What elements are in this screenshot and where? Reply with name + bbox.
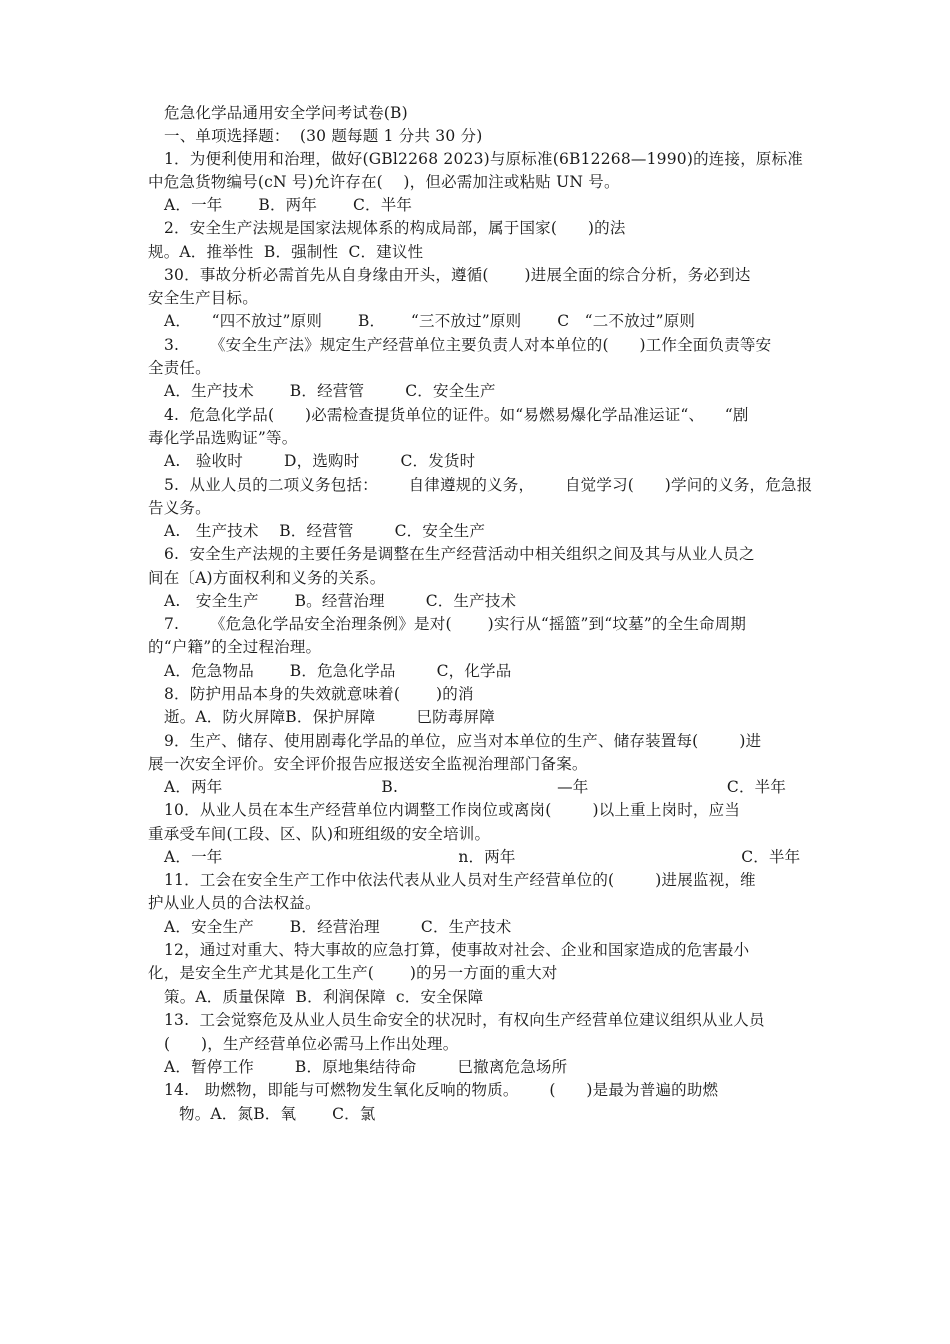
text-line: 中危急货物编号(cN 号)允许存在( )，但必需加注或粘贴 UN 号。 — [148, 173, 620, 191]
text-line: 毒化学品选购证”等。 — [148, 429, 298, 447]
text-line: A. 生产技术 B．经营管 C．安全生产 — [164, 522, 486, 540]
text-line: 物。A．氮B．氧 C．氯 — [179, 1105, 376, 1123]
text-line: 化，是安全生产尤其是化工生产( )的另一方面的重大对 — [148, 964, 558, 982]
text-line: A．一年 n．两年 C．半年 — [164, 848, 801, 866]
text-line: A. 验收时 D，选购时 C．发货时 — [164, 452, 476, 470]
text-line: A．两年 B. —年 C．半年 — [164, 778, 787, 796]
text-line: A．安全生产 B．经营治理 C．生产技术 — [164, 918, 512, 936]
text-line: 安全生产目标。 — [148, 289, 258, 307]
text-line: 2．安全生产法规是国家法规体系的构成局部，属于国家( )的法 — [164, 219, 626, 237]
text-line: 11．工会在安全生产工作中依法代表从业人员对生产经营单位的( )进展监视，维 — [164, 871, 756, 889]
text-line: A．危急物品 B．危急化学品 C，化学品 — [164, 662, 512, 680]
text-line: A．一年 B．两年 C．半年 — [164, 196, 413, 214]
text-line: ( )，生产经营单位必需马上作出处理。 — [164, 1035, 459, 1053]
text-line: 3. 《安全生产法》规定生产经营单位主要负责人对本单位的( )工作全面负责等安 — [164, 336, 772, 354]
text-line: 逝。A．防火屏障B．保护屏障 巳防毒屏障 — [164, 708, 495, 726]
text-line: 4. 危急化学品( )必需检查提货单位的证件。如“易燃易爆化学品准运证“、 “剧 — [164, 406, 749, 424]
text-line: 13. 工会觉察危及从业人员生命安全的状况时，有权向生产经营单位建议组织从业人员 — [164, 1011, 765, 1029]
text-line: 9．生产、储存、使用剧毒化学品的单位，应当对本单位的生产、储存装置每( )进 — [164, 732, 762, 750]
section-heading: 一、单项选择题： (30 题每题 1 分共 30 分) — [164, 127, 483, 145]
text-line: 的“户籍”的全过程治理。 — [148, 638, 322, 656]
text-line: 策。A．质量保障 B．利润保障 c．安全保障 — [164, 988, 484, 1006]
text-line: 5. 从业人员的二项义务包括： 自律遵规的义务， 自觉学习( )学问的义务，危急报 — [164, 476, 813, 494]
text-line: 展一次安全评价。安全评价报告应报送安全监视治理部门备案。 — [148, 755, 588, 773]
text-line: 规。A．推举性 B．强制性 C．建议性 — [148, 243, 424, 261]
text-line: 14. 助燃物，即能与可燃物发生氧化反响的物质。 ( )是最为普遍的助燃 — [164, 1081, 719, 1099]
text-line: 告义务。 — [148, 499, 211, 517]
text-line: 1．为便利使用和治理，做好(GBl2268 2023)与原标准(6B12268—1990)的连接，原标准 — [164, 150, 804, 168]
text-line: 6. 安全生产法规的主要任务是调整在生产经营活动中相关组织之间及其与从业人员之 — [164, 545, 755, 563]
text-line: 7. 《危急化学品安全治理条例》是对( )实行从“摇篮”到“坟墓”的全生命周期 — [164, 615, 747, 633]
text-line: 全责任。 — [148, 359, 211, 377]
text-line: 护从业人员的合法权益。 — [148, 894, 321, 912]
text-line: 10．从业人员在本生产经营单位内调整工作岗位或离岗( )以上重上岗时，应当 — [164, 801, 741, 819]
text-line: A．暂停工作 B．原地集结待命 巳撤离危急场所 — [164, 1058, 568, 1076]
document-title: 危急化学品通用安全学问考试卷(B) — [164, 104, 408, 122]
text-line: 间在〔A)方面权利和义务的关系。 — [148, 569, 386, 587]
text-line: 8．防护用品本身的失效就意味着( )的消 — [164, 685, 474, 703]
text-line: A． “四不放过”原则 B． “三不放过”原则 C “二不放过”原则 — [164, 312, 696, 330]
text-line: 重承受车间(工段、区、队)和班组级的安全培训。 — [148, 825, 491, 843]
text-line: 30．事故分析必需首先从自身缘由开头，遵循( )进展全面的综合分析，务必到达 — [164, 266, 751, 284]
text-line: A. 安全生产 B。经营治理 C．生产技术 — [164, 592, 517, 610]
text-line: A．生产技术 B．经营管 C．安全生产 — [164, 382, 496, 400]
text-line: 12，通过对重大、特大事故的应急打算，使事故对社会、企业和国家造成的危害最小 — [164, 941, 750, 959]
